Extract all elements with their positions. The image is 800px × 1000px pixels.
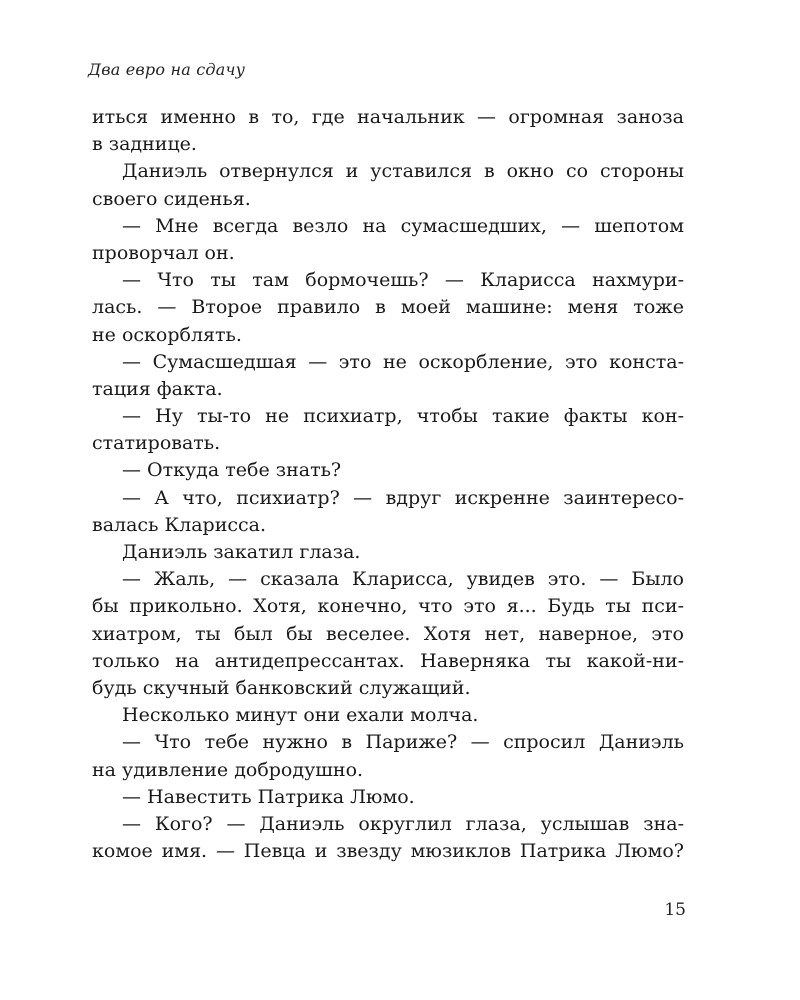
text-line: — Что тебе нужно в Париже? — спросил Даниэль (122, 731, 684, 754)
text-line: — Сумасшедшая — это не оскорбление, это конста- (122, 350, 684, 373)
text-line: — Навестить Патрика Люмо. (122, 785, 415, 808)
text-line: проворчал он. (92, 241, 235, 264)
text-line: статировать. (92, 432, 221, 455)
text-line: на удивление добродушно. (92, 758, 364, 781)
text-line: Даниэль отвернулся и уставился в окно со стороны (122, 160, 684, 183)
text-line: Даниэль закатил глаза. (122, 541, 361, 563)
page-number: 15 (664, 900, 686, 920)
text-line: лась. — Второе правило в моей машине: меня тоже (92, 296, 684, 319)
text-line: — А что, психиатр? — вдруг искренне заинтересо- (122, 486, 684, 509)
text-line: своего сиденья. (92, 187, 251, 210)
text-line: — Откуда тебе знать? (122, 459, 342, 482)
text-line: валась Кларисса. (92, 513, 267, 536)
text-line: — Мне всегда везло на сумасшедших, — шепотом (122, 214, 684, 237)
text-line: будь скучный банковский служащий. (92, 676, 471, 699)
running-head: Два евро на сдачу (88, 60, 246, 79)
text-line: в заднице. (92, 133, 197, 156)
text-line: Несколько минут они ехали молча. (122, 704, 479, 727)
text-line: комое имя. — Певца и звезду мюзиклов Патрика Люмо? (92, 840, 684, 863)
text-line: — Кого? — Даниэль округлил глаза, услышав зна- (122, 812, 684, 835)
text-line: только на антидепрессантах. Наверняка ты какой-ни- (92, 649, 684, 672)
text-line: тация факта. (92, 377, 223, 400)
text-line: — Ну ты-то не психиатр, чтобы такие факты кон- (122, 405, 684, 428)
text-line: бы прикольно. Хотя, конечно, что это я... Будь ты пси- (92, 595, 684, 618)
text-line: хиатром, ты был бы веселее. Хотя нет, наверное, это (92, 622, 684, 645)
text-line: иться именно в то, где начальник — огромная заноза (92, 106, 684, 128)
text-line: — Жаль, — сказала Кларисса, увидев это. — Было (122, 568, 684, 591)
text-line: не оскорблять. (92, 323, 242, 346)
text-line: — Что ты там бормочешь? — Кларисса нахмури- (122, 269, 684, 292)
text-body (92, 104, 684, 865)
